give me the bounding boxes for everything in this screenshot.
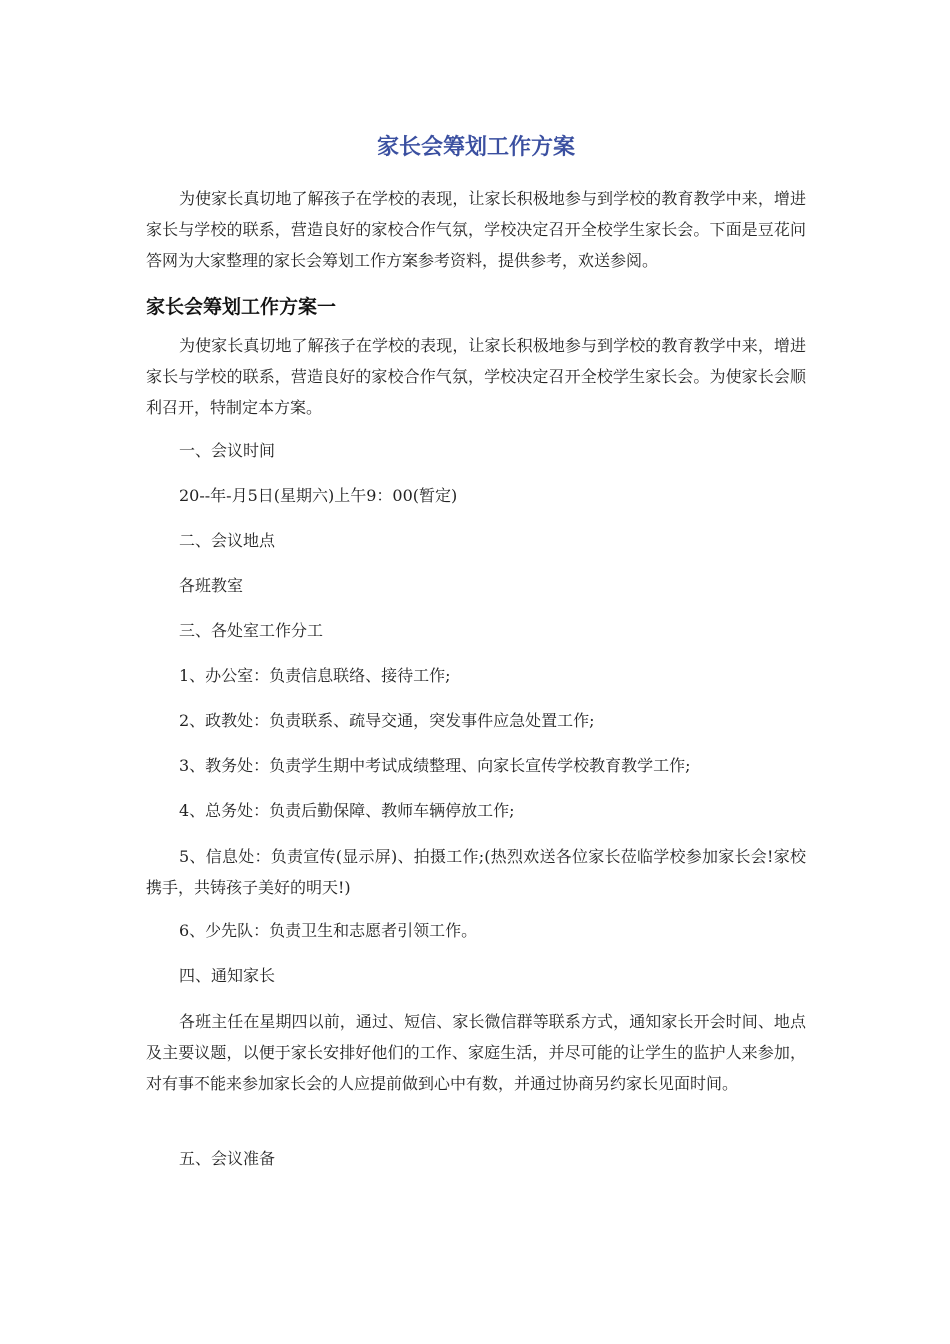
duty-item-1: 1、办公室：负责信息联络、接待工作; xyxy=(179,666,451,685)
time-value: 20--年-月5日(星期六)上午9：00(暂定) xyxy=(179,486,458,505)
section-intro-paragraph: 为使家长真切地了解孩子在学校的表现，让家长积极地参与到学校的教育教学中来，增进家长与学校的联系，营造良好的家校合作气氛，学校决定召开全校学生家长会。为使家长会顺利召开，特制定本方案。 xyxy=(146,336,806,417)
duty-item-4: 4、总务处：负责后勤保障、教师车辆停放工作; xyxy=(179,801,515,820)
duty-item-5: 5、信息处：负责宣传(显示屏)、拍摄工作;(热烈欢送各位家长莅临学校参加家长会!家校携手，共铸孩子美好的明天!) xyxy=(146,847,806,897)
place-value: 各班教室 xyxy=(179,576,244,595)
duty-item-6: 6、少先队：负责卫生和志愿者引领工作。 xyxy=(179,921,478,940)
time-heading: 一、会议时间 xyxy=(179,441,276,460)
notify-paragraph: 各班主任在星期四以前，通过、短信、家长微信群等联系方式，通知家长开会时间、地点及主要议题，以便于家长安排好他们的工作、家庭生活，并尽可能的让学生的监护人来参加，对有事不能来参加家长会的人应提前做到心中有数，并通过协商另约家长见面时间。 xyxy=(146,1012,806,1093)
place-heading: 二、会议地点 xyxy=(179,531,276,550)
prep-heading: 五、会议准备 xyxy=(179,1149,276,1168)
section-heading: 家长会筹划工作方案一 xyxy=(146,296,337,318)
notify-heading: 四、通知家长 xyxy=(179,966,276,985)
duty-item-3: 3、教务处：负责学生期中考试成绩整理、向家长宣传学校教育教学工作; xyxy=(179,756,691,775)
duty-item-2: 2、政教处：负责联系、疏导交通，突发事件应急处置工作; xyxy=(179,711,595,730)
intro-paragraph: 为使家长真切地了解孩子在学校的表现，让家长积极地参与到学校的教育教学中来，增进家长与学校的联系，营造良好的家校合作气氛，学校决定召开全校学生家长会。下面是豆花问答网为大家整理的家长会筹划工作方案参考资料，提供参考，欢送参阅。 xyxy=(146,189,806,270)
page-title: 家长会筹划工作方案 xyxy=(376,135,575,160)
duty-heading: 三、各处室工作分工 xyxy=(179,621,324,640)
